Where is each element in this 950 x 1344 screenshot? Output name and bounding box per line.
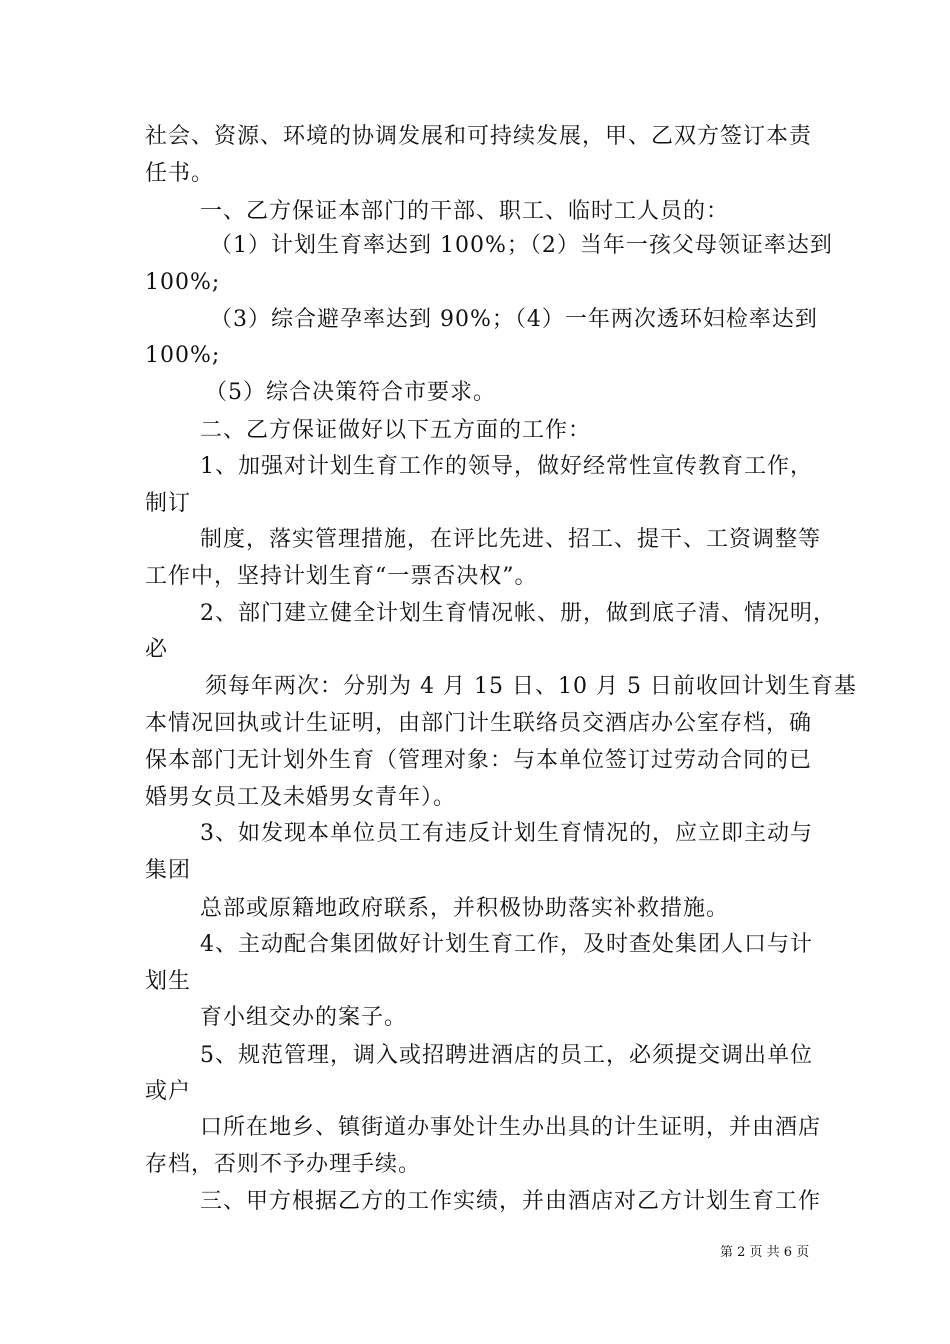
- text-line: 保本部门无计划外生育（管理对象：与本单位签订过劳动合同的已: [145, 748, 813, 773]
- text-line: 一、乙方保证本部门的干部、职工、临时工人员的：: [200, 199, 730, 224]
- text-line: 制订: [145, 491, 192, 516]
- text-line: 任书。: [145, 161, 215, 186]
- text-line: 社会、资源、环境的协调发展和可持续发展，甲、乙双方签订本责: [145, 124, 813, 149]
- text-line: 婚男女员工及未婚男女青年）。: [145, 785, 457, 810]
- text-line: 育小组交办的案子。: [200, 1005, 408, 1030]
- text-line: 本情况回执或计生证明，由部门计生联络员交酒店办公室存档，确: [145, 711, 813, 736]
- page-number: 第 2 页 共 6 页: [720, 1245, 810, 1260]
- text-line: 100%;: [145, 343, 221, 368]
- text-line: （5）综合决策符合市要求。: [205, 380, 496, 405]
- text-line: 必: [145, 637, 169, 662]
- text-line: 5、规范管理，调入或招聘进酒店的员工，必须提交调出单位: [200, 1043, 813, 1068]
- text-line: 三、甲方根据乙方的工作实绩，并由酒店对乙方计划生育工作: [200, 1189, 822, 1214]
- text-line: 存档，否则不予办理手续。: [145, 1152, 422, 1177]
- text-line: 工作中，坚持计划生育“一票否决权”。: [145, 564, 538, 589]
- text-line: 总部或原籍地政府联系，并积极协助落实补救措施。: [200, 896, 730, 921]
- text-line: 或户: [145, 1079, 192, 1104]
- text-line: 口所在地乡、镇街道办事处计生办出具的计生证明，并由酒店: [200, 1115, 822, 1140]
- text-line: 二、乙方保证做好以下五方面的工作：: [200, 418, 592, 443]
- text-line: （3）综合避孕率达到 90%；（4）一年两次透环妇检率达到: [210, 307, 818, 332]
- text-line: （1）计划生育率达到 100%；（2）当年一孩父母领证率达到: [210, 233, 833, 258]
- text-line: 制度，落实管理措施，在评比先进、招工、提干、工资调整等: [200, 527, 822, 552]
- text-line: 须每年两次：分别为 4 月 15 日、10 月 5 日前收回计划生育基: [205, 674, 857, 699]
- text-line: 3、如发现本单位员工有违反计划生育情况的，应立即主动与: [200, 821, 813, 846]
- text-line: 100%;: [145, 270, 221, 295]
- text-line: 4、主动配合集团做好计划生育工作，及时查处集团人口与计: [200, 932, 813, 957]
- text-line: 2、部门建立健全计划生育情况帐、册，做到底子清、情况明，: [200, 601, 836, 626]
- text-line: 划生: [145, 969, 192, 994]
- text-line: 1、加强对计划生育工作的领导，做好经常性宣传教育工作，: [200, 454, 813, 479]
- text-line: 集团: [145, 858, 192, 883]
